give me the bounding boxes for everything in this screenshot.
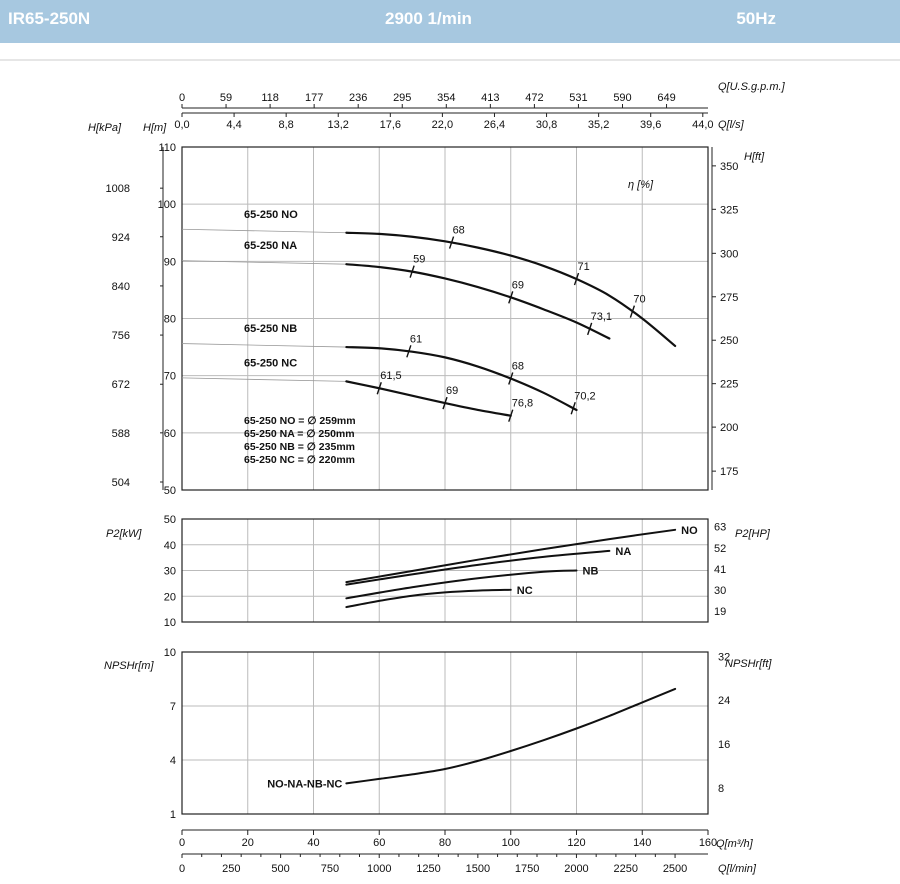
tick-label-m3h: 20	[241, 837, 254, 849]
tick-label-lmin: 1250	[416, 863, 441, 875]
tick-label-kw: 30	[163, 565, 176, 578]
tick-label-ls: 8,8	[278, 119, 294, 131]
axis-label-lmin: Q[l/min]	[718, 863, 756, 875]
tick-label-kw: 50	[163, 514, 176, 526]
axis-label-hm: H[m]	[143, 122, 167, 134]
curve-label-power: NA	[615, 545, 632, 558]
tick-label-ft: 250	[720, 335, 739, 348]
tick-label-ls: 30,8	[535, 119, 558, 131]
tick-label-npsh-ft: 32	[718, 651, 731, 664]
efficiency-label: 73,1	[590, 310, 613, 323]
tick-label-lmin: 2250	[613, 863, 638, 875]
axis-label-p2-kw: P2[kW]	[106, 528, 142, 540]
axis-label-p2-hp: P2[HP]	[735, 528, 770, 540]
tick-label-m3h: 140	[633, 837, 652, 849]
tick-label-hm: 80	[163, 313, 176, 326]
tick-label-ft: 275	[720, 291, 739, 304]
efficiency-label: 71	[577, 261, 590, 274]
tick-label-lmin: 750	[320, 863, 340, 875]
efficiency-label: 69	[511, 279, 524, 292]
tick-label-ls: 44,0	[692, 119, 714, 131]
tick-label-usgpm: 118	[261, 92, 279, 104]
tick-label-hp: 63	[714, 521, 727, 534]
tick-label-hp: 19	[714, 606, 727, 619]
tick-label-usgpm: 236	[349, 92, 368, 104]
tick-label-usgpm: 354	[437, 92, 456, 104]
axis-label-npsh-m: NPSHr[m]	[104, 660, 154, 672]
tick-label-kw: 10	[163, 617, 176, 629]
tick-label-npsh-m: 7	[169, 701, 176, 713]
tick-label-usgpm: 0	[178, 92, 186, 104]
axis-label-usgpm: Q[U.S.g.p.m.]	[718, 81, 785, 93]
axis-label-npsh-ft: NPSHr[ft]	[725, 658, 772, 670]
tick-label-usgpm: 472	[525, 92, 544, 104]
tick-label-m3h: 120	[567, 837, 586, 849]
curve-extension	[182, 229, 346, 233]
curve-label-head: 65-250 NA	[244, 240, 298, 253]
tick-label-npsh-ft: 24	[718, 695, 731, 708]
tick-label-hm: 50	[163, 485, 176, 497]
tick-label-ft: 350	[720, 160, 739, 173]
tick-label-ft: 200	[720, 422, 739, 435]
tick-label-usgpm: 177	[304, 92, 324, 104]
tick-label-hm: 60	[163, 427, 176, 440]
tick-label-npsh-m: 4	[169, 755, 176, 767]
tick-label-kw: 40	[163, 539, 176, 552]
efficiency-label: 76,8	[511, 397, 534, 410]
curve-label-power: NC	[516, 584, 533, 597]
curve-label-power: NB	[582, 565, 599, 578]
tick-label-hp: 30	[714, 585, 727, 598]
tick-label-kpa: 588	[111, 427, 130, 440]
tick-label-m3h: 40	[307, 837, 320, 849]
tick-label-hm: 110	[158, 142, 176, 154]
tick-label-ls: 26,4	[483, 119, 506, 131]
tick-label-m3h: 100	[501, 837, 520, 849]
tick-label-lmin: 1750	[514, 863, 540, 875]
tick-label-hm: 100	[157, 199, 176, 212]
efficiency-label: 59	[413, 253, 426, 266]
efficiency-label: 70	[633, 293, 646, 306]
tick-label-usgpm: 295	[393, 92, 412, 104]
curve-label-head: 65-250 NB	[244, 323, 298, 336]
curve-label-power: NO	[681, 524, 698, 537]
tick-label-npsh-ft: 16	[718, 739, 731, 752]
curve-extension	[182, 378, 346, 382]
tick-label-hp: 41	[714, 563, 727, 576]
tick-label-ls: 4,4	[226, 119, 242, 131]
tick-label-kpa: 924	[111, 231, 130, 244]
curve-label-head: 65-250 NO	[244, 208, 298, 221]
frequency-title: 50Hz	[736, 9, 776, 28]
efficiency-label: 61	[409, 333, 423, 346]
tick-label-ls: 0,0	[174, 119, 190, 131]
efficiency-label: 68	[511, 360, 524, 373]
power-curve-nb	[346, 571, 576, 599]
tick-label-hp: 52	[714, 542, 727, 555]
efficiency-label: 69	[446, 385, 459, 398]
tick-label-ls: 39,6	[640, 119, 662, 131]
tick-label-npsh-m: 10	[163, 647, 176, 659]
tick-label-lmin: 500	[271, 863, 290, 875]
axis-label-kpa: H[kPa]	[88, 122, 122, 134]
tick-label-npsh-ft: 8	[718, 783, 725, 796]
head-curve-nc	[346, 381, 510, 415]
diameter-legend-item: 65-250 NB = ∅ 235mm	[244, 441, 355, 453]
tick-label-ls: 17,6	[379, 119, 402, 131]
power-curve-na	[346, 551, 609, 585]
efficiency-label: 68	[452, 224, 465, 237]
axis-label-ft: H[ft]	[744, 151, 765, 163]
axis-label-ls: Q[l/s]	[718, 119, 744, 131]
tick-label-npsh-m: 1	[169, 809, 176, 821]
tick-label-usgpm: 531	[569, 92, 588, 104]
tick-label-usgpm: 413	[481, 92, 500, 104]
tick-label-m3h: 60	[373, 837, 386, 849]
tick-label-ls: 22,0	[431, 119, 454, 131]
tick-label-usgpm: 590	[613, 92, 632, 104]
tick-label-lmin: 2000	[564, 863, 589, 875]
tick-label-kpa: 840	[111, 280, 130, 293]
efficiency-axis-label: η [%]	[628, 179, 654, 191]
tick-label-m3h: 80	[438, 837, 452, 849]
tick-label-usgpm: 59	[219, 92, 233, 104]
tick-label-lmin: 250	[222, 863, 241, 875]
diameter-legend-item: 65-250 NO = ∅ 259mm	[244, 415, 356, 427]
tick-label-kpa: 756	[111, 330, 130, 343]
tick-label-kpa: 1008	[105, 183, 130, 196]
tick-label-hm: 90	[163, 256, 176, 269]
tick-label-ls: 35,2	[587, 119, 610, 131]
tick-label-m3h: 160	[698, 837, 718, 849]
efficiency-label: 61,5	[380, 370, 402, 383]
tick-label-lmin: 0	[178, 863, 186, 875]
tick-label-ft: 175	[720, 466, 739, 479]
tick-label-ft: 225	[720, 378, 739, 391]
curve-label-npsh: NO-NA-NB-NC	[267, 778, 343, 791]
diameter-legend-item: 65-250 NC = ∅ 220mm	[244, 454, 355, 466]
model-title: IR65-250N	[8, 9, 91, 28]
speed-title: 2900 1/min	[385, 9, 472, 28]
diameter-legend-item: 65-250 NA = ∅ 250mm	[244, 428, 355, 440]
power-curve-nc	[346, 590, 510, 607]
efficiency-label: 70,2	[574, 390, 596, 403]
tick-label-usgpm: 649	[657, 92, 676, 104]
tick-label-ls: 13,2	[327, 119, 349, 131]
axis-label-m3h: Q[m³/h]	[716, 838, 753, 850]
curve-label-head: 65-250 NC	[244, 357, 298, 370]
tick-label-kpa: 504	[111, 476, 130, 489]
tick-label-m3h: 0	[178, 837, 186, 849]
tick-label-kw: 20	[163, 591, 176, 604]
tick-label-lmin: 2500	[662, 863, 688, 875]
tick-label-lmin: 1500	[465, 863, 491, 875]
tick-label-ft: 325	[720, 204, 739, 217]
tick-label-ft: 300	[720, 248, 739, 261]
tick-label-hm: 70	[163, 370, 176, 383]
curve-extension	[182, 344, 346, 348]
tick-label-lmin: 1000	[366, 863, 392, 875]
tick-label-kpa: 672	[111, 379, 130, 392]
